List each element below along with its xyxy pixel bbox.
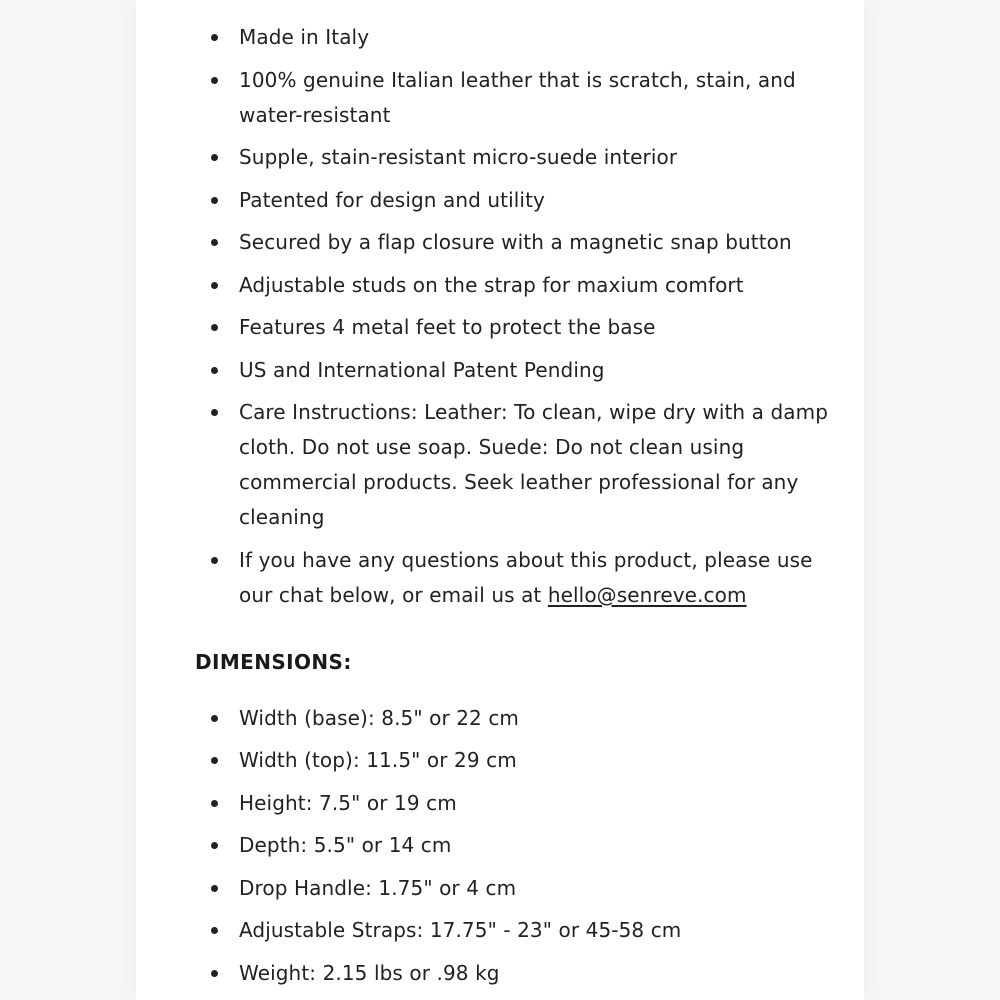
dimension-text: Drop Handle: 1.75" or 4 cm: [239, 875, 517, 900]
features-list: [195, 0, 835, 613]
dimension-text: Width (base): 8.5" or 22 cm: [239, 705, 520, 730]
bullet-icon: [211, 34, 218, 41]
list-item: [195, 786, 835, 821]
list-item: [195, 353, 835, 388]
list-item: [195, 743, 835, 778]
dimensions-heading: DIMENSIONS:: [195, 649, 352, 674]
bullet-icon: [211, 842, 218, 849]
feature-text: 100% genuine Italian leather that is scratch, stain, and water-resistant: [239, 67, 796, 127]
bullet-icon: [211, 324, 218, 331]
feature-text: Features 4 metal feet to protect the base: [239, 315, 656, 339]
product-description-panel: [136, 0, 864, 1000]
list-item: [195, 20, 835, 55]
list-item: [195, 63, 835, 133]
bullet-icon: [211, 197, 218, 204]
email-link[interactable]: hello@senreve.com: [547, 582, 747, 607]
list-item: [195, 543, 835, 613]
feature-text: Supple, stain-resistant micro-suede interior: [239, 145, 678, 169]
list-item: [195, 828, 835, 863]
bullet-icon: [211, 757, 218, 764]
bullet-icon: [211, 282, 218, 289]
dimension-text: Depth: 5.5" or 14 cm: [239, 833, 452, 858]
feature-text: Adjustable studs on the strap for maxium comfort: [239, 272, 744, 297]
bullet-icon: [211, 715, 218, 722]
dimension-text: Adjustable Straps: 17.75" - 23" or 45-58 cm: [239, 918, 682, 943]
dimension-text: Width (top): 11.5" or 29 cm: [239, 748, 517, 773]
list-item: [195, 956, 835, 991]
bullet-icon: [211, 927, 218, 934]
feature-text: Care Instructions: Leather: To clean, wipe dry with a damp cloth. Do not use soap. Suede: Do not clean using commercial products. Seek leather professional for any cleaning: [239, 400, 828, 529]
feature-text: Secured by a flap closure with a magnetic snap button: [239, 230, 792, 254]
bullet-icon: [211, 239, 218, 246]
dimensions-list: [195, 680, 835, 992]
list-item: [195, 871, 835, 906]
list-item: [195, 140, 835, 175]
contact-text: If you have any questions about this product, please use our chat below, or email us at: [239, 547, 813, 607]
list-item: [195, 395, 835, 535]
list-item: [195, 310, 835, 345]
dimension-text: Weight: 2.15 lbs or .98 kg: [239, 961, 500, 986]
feature-text: Made in Italy: [239, 25, 370, 49]
bullet-icon: [211, 970, 218, 977]
product-details: [195, 0, 835, 999]
list-item: [195, 183, 835, 218]
bullet-icon: [211, 77, 218, 84]
feature-text: US and International Patent Pending: [239, 357, 605, 382]
list-item: [195, 268, 835, 303]
feature-text: Patented for design and utility: [239, 187, 545, 212]
dimension-text: Height: 7.5" or 19 cm: [239, 790, 457, 815]
bullet-icon: [211, 409, 218, 416]
bullet-icon: [211, 800, 218, 807]
bullet-icon: [211, 885, 218, 892]
list-item: [195, 913, 835, 948]
bullet-icon: [211, 557, 218, 564]
bullet-icon: [211, 367, 218, 374]
list-item: [195, 701, 835, 736]
bullet-icon: [211, 154, 218, 161]
list-item: [195, 225, 835, 260]
